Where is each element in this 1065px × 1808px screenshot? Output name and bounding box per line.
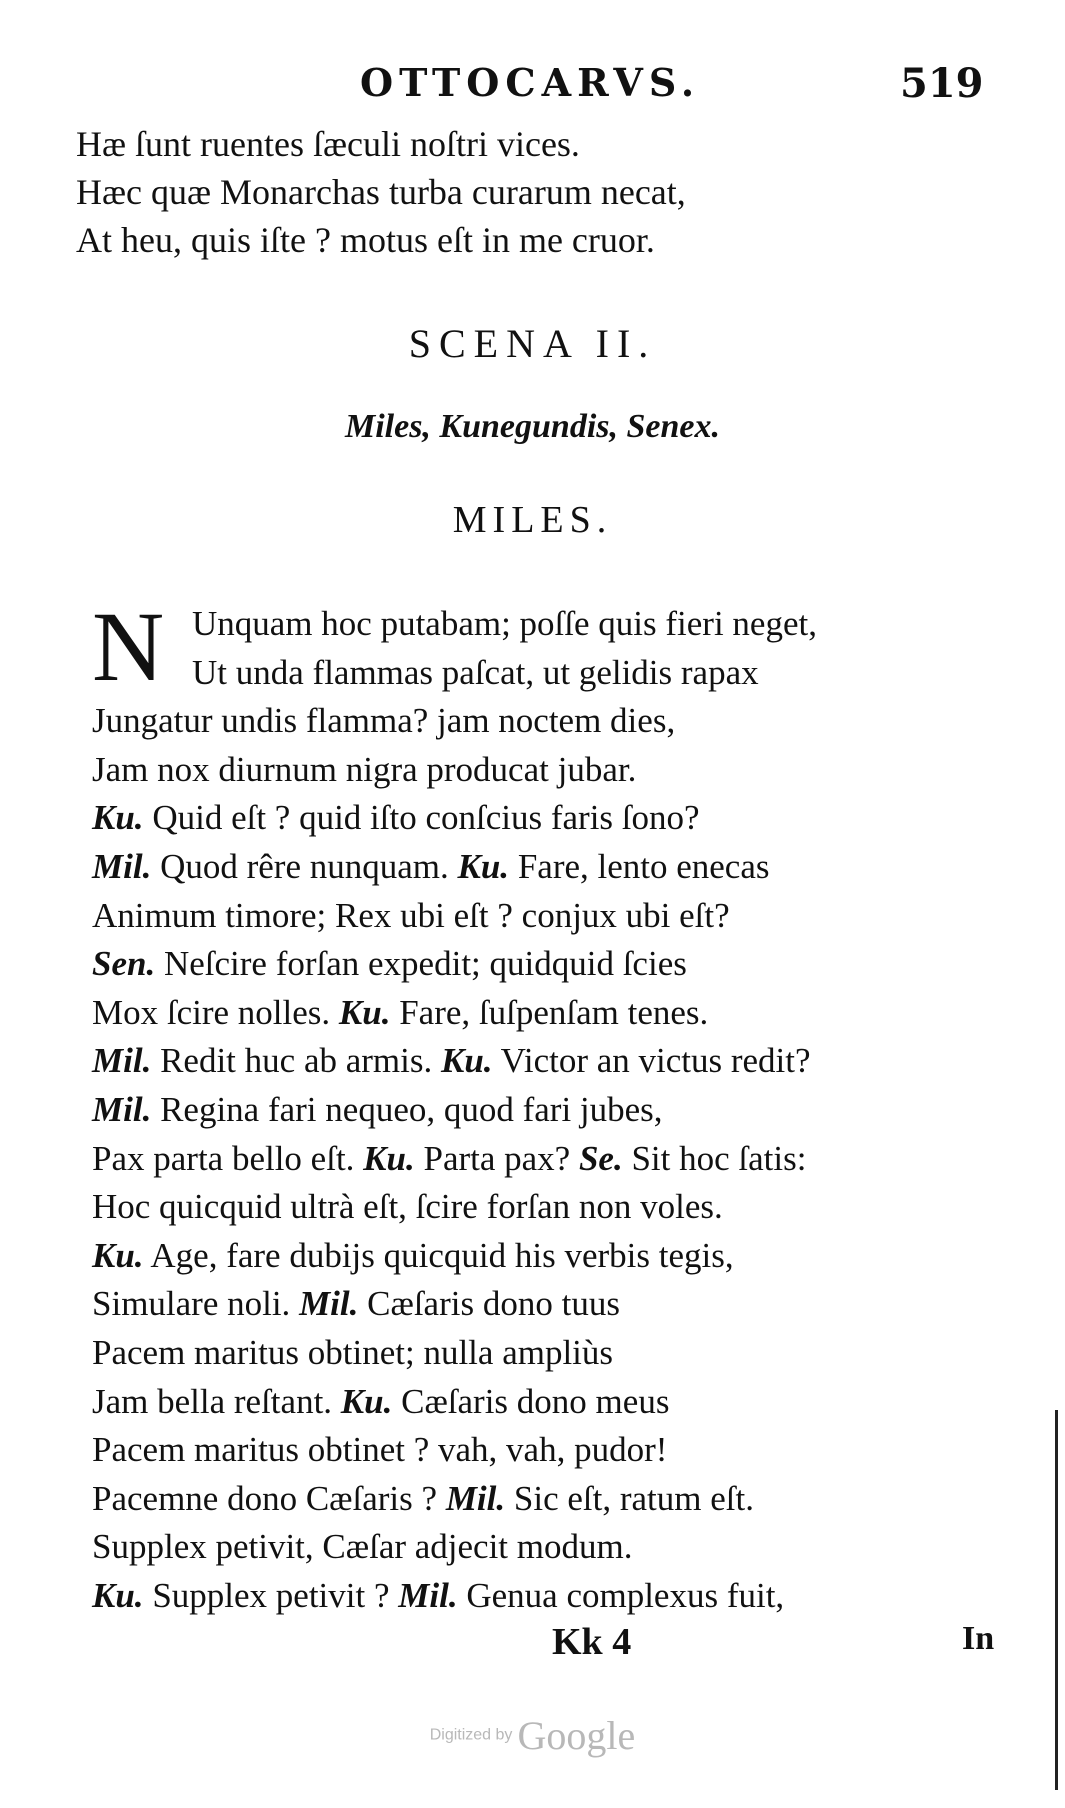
speaker-abbrev: Ku. [440, 1041, 493, 1081]
dialogue-line [92, 843, 1032, 892]
line-text: Ut unda flammas paſcat, ut gelidis rapax [192, 652, 759, 692]
dialogue-line [92, 1378, 1032, 1427]
speaker-abbrev: Ku. [363, 1138, 415, 1178]
dialogue-line: Pacem maritus obtinet; nulla ampliùs [92, 1332, 614, 1372]
dialogue-line: Pacem maritus obtinet ? vah, vah, pudor! [92, 1430, 668, 1470]
speaker-abbrev: Mil. [92, 1089, 152, 1129]
dialogue-line [92, 1135, 1032, 1184]
dialogue-line [92, 1280, 1032, 1329]
page-header [0, 60, 1065, 110]
running-title: OTTOCARVS. [360, 60, 701, 105]
line-text: Pacemne dono Cæſaris ? [92, 1478, 446, 1518]
line-text: Victor an victus redit? [492, 1041, 811, 1081]
speaker-abbrev: Mil. [92, 1041, 152, 1081]
speaker-abbrev: Se. [578, 1138, 623, 1178]
speaker-abbrev: Ku. [338, 992, 391, 1032]
line-text: Regina fari nequeo, quod fari jubes, [151, 1089, 663, 1129]
line-text: Unquam hoc putabam; poſſe quis fieri neget, [192, 604, 817, 643]
line-text: Fare, lento enecas [509, 846, 770, 886]
line-text: Supplex petivit ? [143, 1575, 399, 1615]
digitization-watermark [0, 1712, 1065, 1759]
scene-title: SCENA II. [408, 321, 657, 366]
speaker-abbrev: Sen. [92, 944, 156, 984]
verse-line: At heu, quis iſte ? motus eſt in me cruor. [76, 220, 655, 260]
speaker-abbrev: Ku. [92, 1235, 144, 1275]
speaker-abbrev: Ku. [457, 846, 510, 886]
dialogue-line [92, 794, 1032, 843]
dialogue-line: Jungatur undis flamma? jam noctem dies, [92, 701, 676, 741]
dialogue-block [92, 591, 1032, 1620]
speaker-abbrev: Mil. [445, 1478, 506, 1518]
page-footer [0, 1620, 1065, 1680]
dialogue-line [92, 940, 1032, 989]
dialogue-line [92, 1572, 1032, 1621]
line-text: Genua complexus fuit, [457, 1575, 785, 1615]
line-text: Quid eſt ? quid iſto conſcius faris ſono? [143, 798, 700, 838]
line-text: Pax parta bello eſt. [92, 1138, 364, 1178]
watermark-prefix: Digitized by [429, 1726, 513, 1744]
dialogue-line [92, 1232, 1032, 1281]
speaker-abbrev: Mil. [299, 1284, 359, 1324]
signature-mark: Kk 4 [552, 1621, 632, 1663]
page-edge-shadow [1055, 1410, 1058, 1790]
speaker-abbrev: Mil. [92, 846, 152, 886]
line-text: Cæſaris dono tuus [358, 1284, 620, 1324]
line-text: Redit huc ab armis. [151, 1041, 441, 1081]
dialogue-line: Animum timore; Rex ubi eſt ? conjux ubi eſt? [92, 895, 730, 935]
speaker-abbrev: Ku. [92, 798, 144, 838]
line-text: Sic eſt, ratum eſt. [505, 1478, 754, 1518]
line-text: Age, fare dubijs quicquid his verbis tegis, [143, 1235, 734, 1275]
dialogue-line: Hoc quicquid ultrà eſt, ſcire forſan non voles. [92, 1187, 723, 1227]
line-text: Fare, ſuſpenſam tenes. [390, 992, 709, 1032]
dialogue-line [92, 1086, 1032, 1135]
line-text: Jam bella reſtant. [92, 1381, 341, 1421]
verse-line: Hæc quæ Monarchas turba curarum necat, [76, 172, 686, 212]
character-list: Miles, Kunegundis, Senex. [344, 408, 721, 445]
speaker-abbrev: Mil. [398, 1575, 458, 1615]
verse-line: Hæ ſunt ruentes ſæculi noſtri vices. [76, 124, 580, 164]
line-text: Neſcire forſan expedit; quidquid ſcies [155, 944, 687, 984]
catchword: In [962, 1620, 995, 1657]
dialogue-line: Supplex petivit, Cæſar adjecit modum. [92, 1527, 633, 1567]
line-text: Parta pax? [414, 1138, 579, 1178]
google-logo: Google [517, 1713, 636, 1758]
dialogue-line [92, 989, 1032, 1038]
speaker-abbrev: Ku. [340, 1381, 393, 1421]
dialogue-line [92, 1037, 1032, 1086]
dialogue-line: Jam nox diurnum nigra producat jubar. [92, 749, 637, 789]
line-text: Mox ſcire nolles. [92, 992, 339, 1032]
opening-verses [76, 120, 1006, 264]
line-text: Simulare noli. [92, 1284, 300, 1324]
dialogue-line [92, 1475, 1032, 1524]
line-text: Quod rêre nunquam. [151, 846, 458, 886]
page-number: 519 [900, 60, 984, 107]
line-text: Sit hoc ſatis: [622, 1138, 807, 1178]
line-text: Cæſaris dono meus [392, 1381, 670, 1421]
speaker-abbrev: Ku. [92, 1575, 144, 1615]
drop-capital: N [92, 591, 165, 702]
speaker-heading: MILES. [452, 499, 613, 541]
dialogue-line [92, 649, 1032, 698]
